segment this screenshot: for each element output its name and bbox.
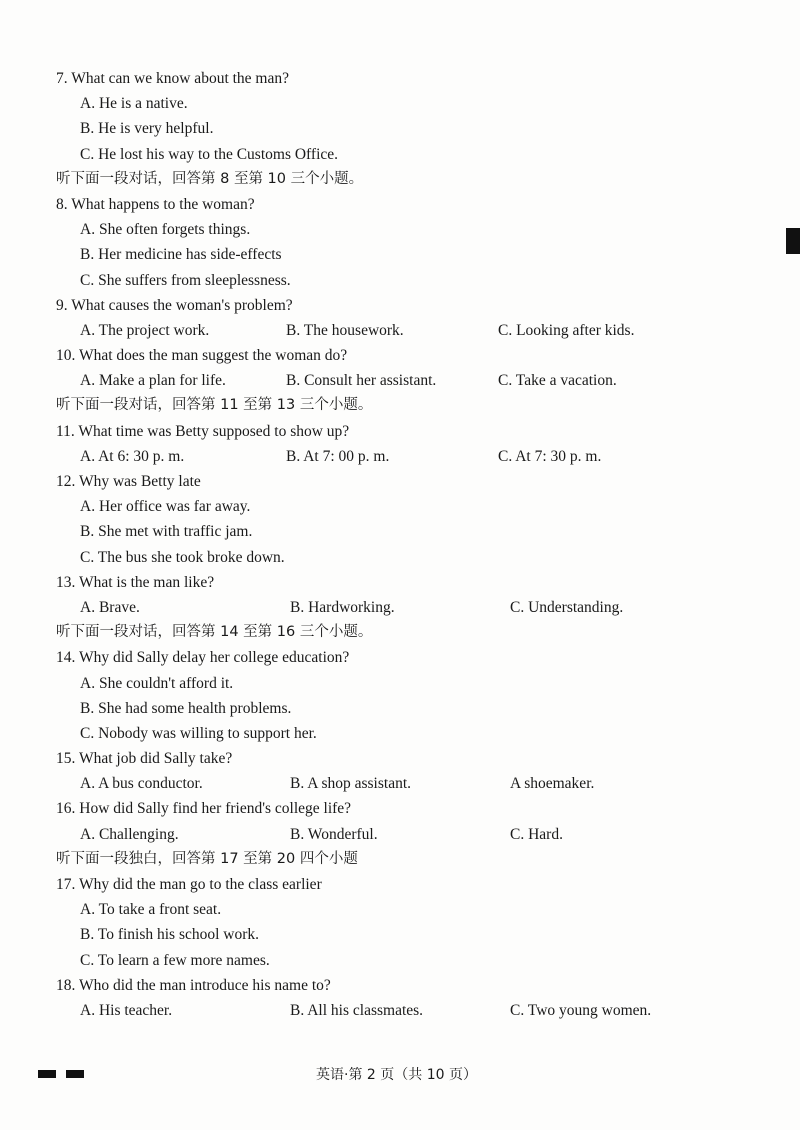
option-b: B. She met with traffic jam.: [80, 523, 253, 541]
option-a: A. A bus conductor.: [80, 775, 203, 793]
section-instruction: 听下面一段独白，回答第 17 至第 20 四个小题: [56, 850, 358, 867]
option-c: C. Two young women.: [510, 1001, 652, 1019]
page-footer: [0, 1063, 800, 1087]
option-c: C. Nobody was willing to support her.: [80, 724, 317, 742]
question-stem: 18. Who did the man introduce his name to?: [56, 976, 331, 994]
question-stem: 7. What can we know about the man?: [56, 70, 289, 87]
option-c: C. Hard.: [510, 825, 563, 843]
question-stem: 15. What job did Sally take?: [56, 750, 233, 768]
question-stem: 8. What happens to the woman?: [56, 195, 255, 213]
option-b: B. A shop assistant.: [290, 775, 412, 793]
option-b: B. Her medicine has side-effects: [80, 246, 282, 264]
options-row: [56, 595, 746, 620]
option-c: C. To learn a few more names.: [80, 951, 270, 969]
option-a: A. Brave.: [80, 598, 140, 616]
option-a: A. Challenging.: [80, 825, 179, 843]
option-c: C. She suffers from sleeplessness.: [80, 271, 291, 289]
option-b: B. All his classmates.: [290, 1001, 424, 1019]
option-b: B. Hardworking.: [290, 598, 395, 616]
question-stem: 12. Why was Betty late: [56, 473, 201, 490]
option-b: B. He is very helpful.: [80, 120, 214, 138]
question-stem: 11. What time was Betty supposed to show up?: [56, 422, 350, 440]
option-a: A. Make a plan for life.: [80, 372, 226, 390]
option-a: A. She often forgets things.: [80, 221, 251, 239]
option-a: A. His teacher.: [80, 1001, 173, 1019]
section-instruction: 听下面一段对话，回答第 11 至第 13 三个小题。: [56, 397, 373, 414]
option-a: A. To take a front seat.: [80, 901, 222, 919]
option-c: C. Understanding.: [510, 598, 624, 616]
question-stem: 9. What causes the woman's problem?: [56, 296, 293, 314]
option-b: B. At 7: 00 p. m.: [286, 447, 390, 465]
option-c: C. At 7: 30 p. m.: [498, 447, 602, 465]
option-b: B. She had some health problems.: [80, 699, 292, 717]
registration-mark: [38, 1070, 56, 1078]
question-stem: 14. Why did Sally delay her college education?: [56, 649, 350, 667]
option-c: C. The bus she took broke down.: [80, 548, 285, 566]
option-b: B. Wonderful.: [290, 825, 378, 843]
option-a: A. The project work.: [80, 321, 210, 339]
registration-mark: [66, 1070, 84, 1078]
option-b: B. To finish his school work.: [80, 926, 260, 944]
option-c: C. Take a vacation.: [498, 372, 617, 390]
option-b: B. The housework.: [286, 321, 404, 339]
option-a: A. He is a native.: [80, 95, 188, 113]
options-row: [56, 368, 746, 393]
options-row: [56, 771, 746, 796]
question-stem: 17. Why did the man go to the class earlier: [56, 876, 322, 893]
option-a: A. She couldn't afford it.: [80, 674, 234, 692]
option-c: C. Looking after kids.: [498, 321, 635, 339]
option-a: A. At 6: 30 p. m.: [80, 447, 185, 465]
section-instruction: 听下面一段对话，回答第 14 至第 16 三个小题。: [56, 624, 373, 641]
question-stem: 13. What is the man like?: [56, 573, 215, 591]
option-c: C. He lost his way to the Customs Office.: [80, 145, 339, 163]
options-row: [56, 998, 746, 1023]
option-a: A. Her office was far away.: [80, 498, 251, 516]
options-row: [56, 822, 746, 847]
section-instruction: 听下面一段对话，回答第 8 至第 10 三个小题。: [56, 170, 364, 187]
question-stem: 10. What does the man suggest the woman do?: [56, 347, 348, 365]
option-b: B. Consult her assistant.: [286, 372, 437, 390]
option-c: A shoemaker.: [510, 775, 595, 793]
page-number: 英语·第 2 页（共 10 页）: [316, 1067, 477, 1083]
page-edge-marker: [786, 228, 800, 254]
question-stem: 16. How did Sally find her friend's college life?: [56, 800, 352, 818]
listening-questions: [56, 66, 746, 1023]
options-row: [56, 318, 746, 343]
options-row: [56, 444, 746, 469]
